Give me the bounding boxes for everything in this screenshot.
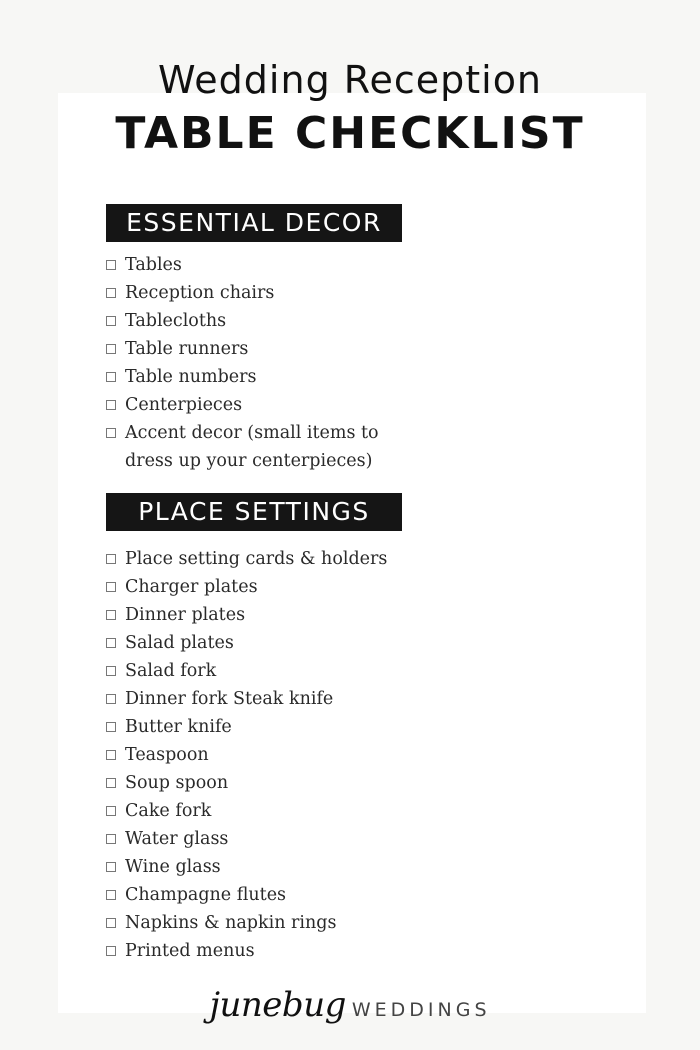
essential-decor-list [106,251,425,475]
checkbox-icon[interactable] [106,400,116,410]
list-item[interactable] [106,881,425,909]
checkbox-icon[interactable] [106,834,116,844]
checkbox-icon[interactable] [106,890,116,900]
list-item[interactable] [106,363,425,391]
checkbox-icon[interactable] [106,428,116,438]
checkbox-icon[interactable] [106,344,116,354]
list-item-label: Tablecloths [125,311,227,331]
list-item-label: Table numbers [125,367,257,387]
list-item[interactable] [106,825,425,853]
list-item-label: Cake fork [125,801,212,821]
list-item-label: Napkins & napkin rings [125,913,337,933]
list-item-label: Charger plates [125,577,258,597]
list-item-label: Place setting cards & holders [125,549,388,569]
checkbox-icon[interactable] [106,582,116,592]
checkbox-icon[interactable] [106,918,116,928]
section-header-place-settings: PLACE SETTINGS [106,493,402,531]
checkbox-icon[interactable] [106,778,116,788]
list-item[interactable] [106,601,425,629]
list-item[interactable] [106,741,425,769]
list-item-label: Salad fork [125,661,217,681]
list-item-label: Tables [125,255,182,275]
list-item-label: Butter knife [125,717,232,737]
checkbox-icon[interactable] [106,260,116,270]
title-line-2: TABLE CHECKLIST [115,108,585,159]
list-item[interactable] [106,629,425,657]
brand-logo-caps: WEDDINGS [351,999,491,1021]
list-item[interactable] [106,657,425,685]
section-header-essential-decor: ESSENTIAL DECOR [106,204,402,242]
title-line-1: Wedding Reception [157,58,543,102]
checkbox-icon[interactable] [106,694,116,704]
list-item-label: Printed menus [125,941,255,961]
checkbox-icon[interactable] [106,316,116,326]
list-item-label: Champagne flutes [125,885,287,905]
checkbox-icon[interactable] [106,638,116,648]
list-item[interactable] [106,307,425,335]
list-item-label: Salad plates [125,633,234,653]
checkbox-icon[interactable] [106,750,116,760]
list-item[interactable] [106,909,425,937]
checkbox-icon[interactable] [106,372,116,382]
list-item[interactable] [106,391,425,419]
brand-logo-script: junebug [209,985,346,1025]
list-item[interactable] [106,769,425,797]
list-item-label: Accent decor (small items to dress up your centerpieces) [125,423,379,471]
list-item-label: Dinner plates [125,605,246,625]
list-item[interactable] [106,937,425,965]
checkbox-icon[interactable] [106,610,116,620]
list-item-label: Dinner fork Steak knife [125,689,334,709]
list-item[interactable] [106,251,425,279]
list-item-label: Reception chairs [125,283,275,303]
list-item[interactable] [106,853,425,881]
list-item[interactable] [106,713,425,741]
list-item[interactable] [106,573,425,601]
checkbox-icon[interactable] [106,946,116,956]
checkbox-icon[interactable] [106,862,116,872]
list-item[interactable] [106,545,425,573]
list-item[interactable] [106,685,425,713]
list-item-label: Soup spoon [125,773,229,793]
list-item[interactable] [106,419,425,475]
place-settings-list [106,545,425,965]
list-item-label: Water glass [125,829,229,849]
checkbox-icon[interactable] [106,806,116,816]
checkbox-icon[interactable] [106,722,116,732]
list-item-label: Table runners [125,339,249,359]
list-item-label: Wine glass [125,857,221,877]
list-item[interactable] [106,279,425,307]
checkbox-icon[interactable] [106,288,116,298]
list-item-label: Teaspoon [125,745,209,765]
list-item[interactable] [106,797,425,825]
list-item-label: Centerpieces [125,395,243,415]
checkbox-icon[interactable] [106,554,116,564]
checkbox-icon[interactable] [106,666,116,676]
brand-logo [0,985,700,1025]
list-item[interactable] [106,335,425,363]
